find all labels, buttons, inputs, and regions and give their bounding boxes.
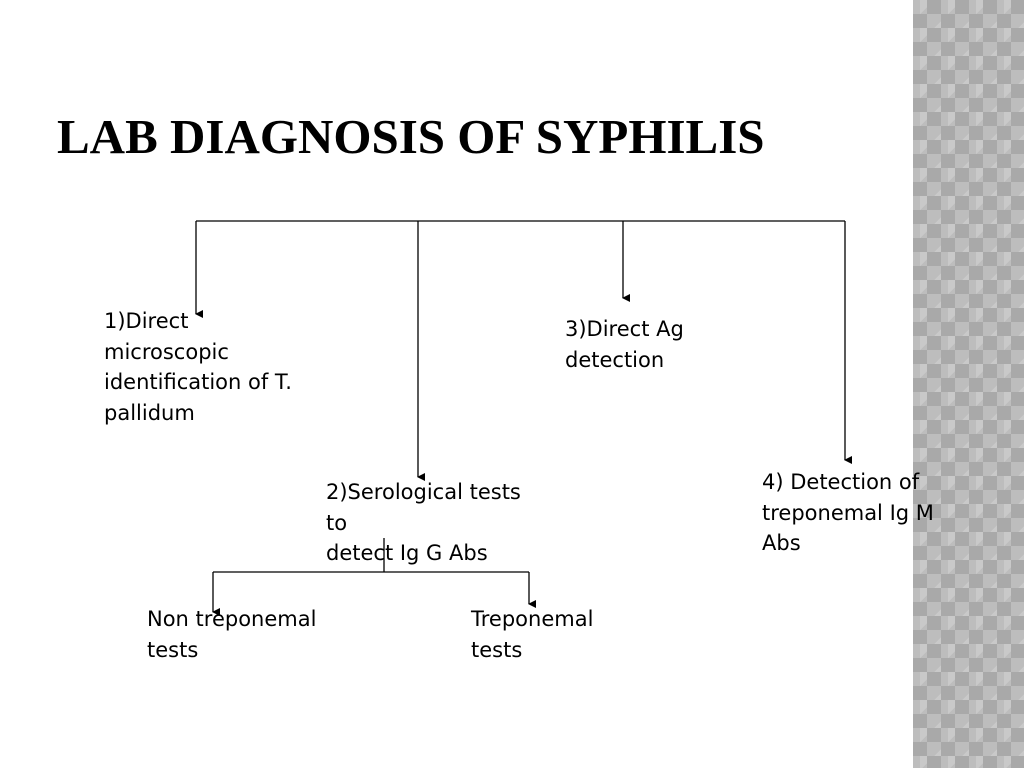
- node-direct-ag-detection: 3)Direct Ag detection: [565, 317, 684, 372]
- node-igm-detection: 4) Detection of treponemal Ig M Abs: [762, 470, 934, 555]
- node-direct-microscopy: 1)Direct microscopic identification of T. pallidum: [104, 309, 292, 425]
- node-non-treponemal-tests: Non treponemal tests: [147, 607, 317, 662]
- node-treponemal-tests: Treponemal tests: [471, 607, 594, 662]
- slide-title: LAB DIAGNOSIS OF SYPHILIS: [57, 109, 765, 164]
- node-serological-tests: 2)Serological tests to detect Ig G Abs: [326, 480, 521, 565]
